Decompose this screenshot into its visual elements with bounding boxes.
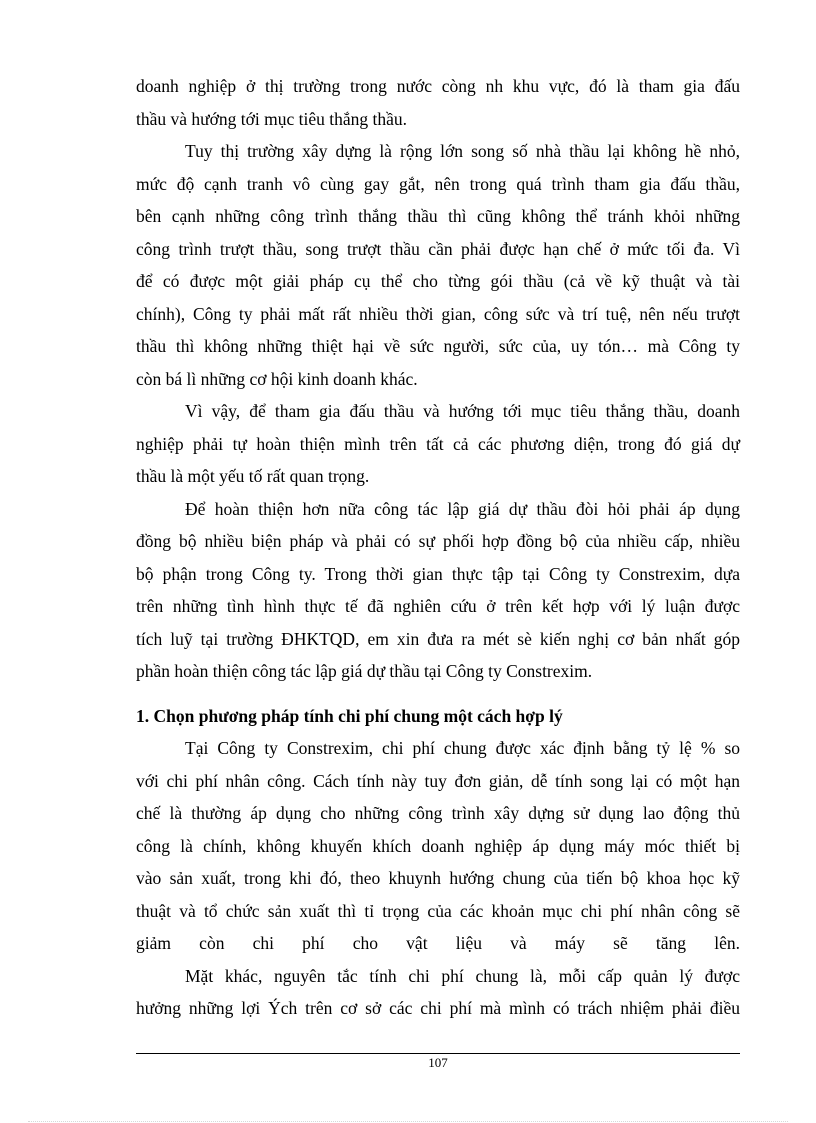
text-line: thầu là một yếu tố rất quan trọng. [136, 466, 370, 486]
text-line: công trình trượt thầu, song trượt thầu cần phải được hạn chế ở mức tối đa. Vì [136, 238, 740, 259]
text-line: vào sản xuất, trong khi đó, theo khuynh hướng chung của tiến bộ khoa học kỹ [136, 868, 740, 888]
text-line: thầu thì không những thiệt hại về sức người, sức của, uy tón… mà Công ty [136, 336, 740, 356]
text-line: chế là thường áp dụng cho những công trình xây dựng sử dụng lao động thủ [136, 803, 740, 823]
text-line: Vì vậy, để tham gia đấu thầu và hướng tới mục tiêu thắng thầu, doanh [185, 401, 740, 421]
text-line: Để hoàn thiện hơn nữa công tác lập giá dự thầu đòi hỏi phải áp dụng [185, 498, 740, 519]
page-body [136, 70, 740, 1025]
text-line: thầu và hướng tới mục tiêu thắng thầu. [136, 108, 407, 129]
text-line: doanh nghiệp ở thị trường trong nước còng nh khu vực, đó là tham gia đấu [136, 76, 740, 96]
text-line: còn bá lì những cơ hội kinh doanh khác. [136, 368, 418, 389]
paragraph [136, 493, 740, 688]
text-line: nghiệp phải tự hoàn thiện mình trên tất cả các phương diện, trong đó giá dự [136, 433, 740, 454]
text-line: đồng bộ nhiều biện pháp và phải có sự phối hợp đồng bộ của nhiều cấp, nhiều [136, 531, 740, 551]
text-line: Tại Công ty Constrexim, chi phí chung được xác định bằng tỷ lệ % so [185, 738, 740, 758]
text-line: thuật và tổ chức sản xuất thì tỉ trọng của các khoản mục chi phí nhân công sẽ [136, 900, 740, 921]
page-edge [28, 1121, 788, 1122]
text-line: phần hoàn thiện công tác lập giá dự thầu tại Công ty Constrexim. [136, 661, 593, 681]
footer-divider [136, 1053, 740, 1054]
text-line: công là chính, không khuyến khích doanh nghiệp áp dụng máy móc thiết bị [136, 835, 740, 856]
text-line: Tuy thị trường xây dựng là rộng lớn song số nhà thầu lại không hề nhỏ, [185, 141, 740, 161]
text-line: chính), Công ty phải mất rất nhiều thời gian, công sức và trí tuệ, nên nếu trượt [136, 303, 740, 324]
paragraph [136, 70, 740, 135]
text-line: giảm còn chi phí cho vật liệu và máy sẽ tăng lên. [136, 933, 740, 953]
page-number: 107 [428, 1055, 448, 1070]
paragraph [136, 960, 740, 1025]
text-line: tích luỹ tại trường ĐHKTQD, em xin đưa ra mét sè kiến nghị cơ bản nhất góp [136, 628, 740, 649]
paragraph [136, 395, 740, 493]
text-line: Mặt khác, nguyên tắc tính chi phí chung là, mỗi cấp quản lý được [185, 965, 740, 986]
text-line: bên cạnh những công trình thắng thầu thì cũng không thể tránh khỏi những [136, 206, 740, 226]
paragraph [136, 135, 740, 395]
text-line: hưởng những lợi Ých trên cơ sở các chi phí mà mình có trách nhiệm phải điều [136, 998, 740, 1018]
text-line: mức độ cạnh tranh vô cùng gay gắt, nên trong quá trình tham gia đấu thầu, [136, 173, 740, 194]
text-line: với chi phí nhân công. Cách tính này tuy đơn giản, dễ tính song lại có một hạn [136, 770, 740, 791]
text-line: trên những tình hình thực tế đã nghiên cứu ở trên kết hợp với lý luận được [136, 596, 740, 616]
text-line: để có được một giải pháp cụ thể cho từng gói thầu (cả về kỹ thuật và tài [136, 271, 740, 291]
section-heading: 1. Chọn phương pháp tính chi phí chung một cách hợp lý [136, 705, 563, 726]
text-line: bộ phận trong Công ty. Trong thời gian thực tập tại Công ty Constrexim, dựa [136, 563, 740, 584]
paragraph [136, 732, 740, 960]
